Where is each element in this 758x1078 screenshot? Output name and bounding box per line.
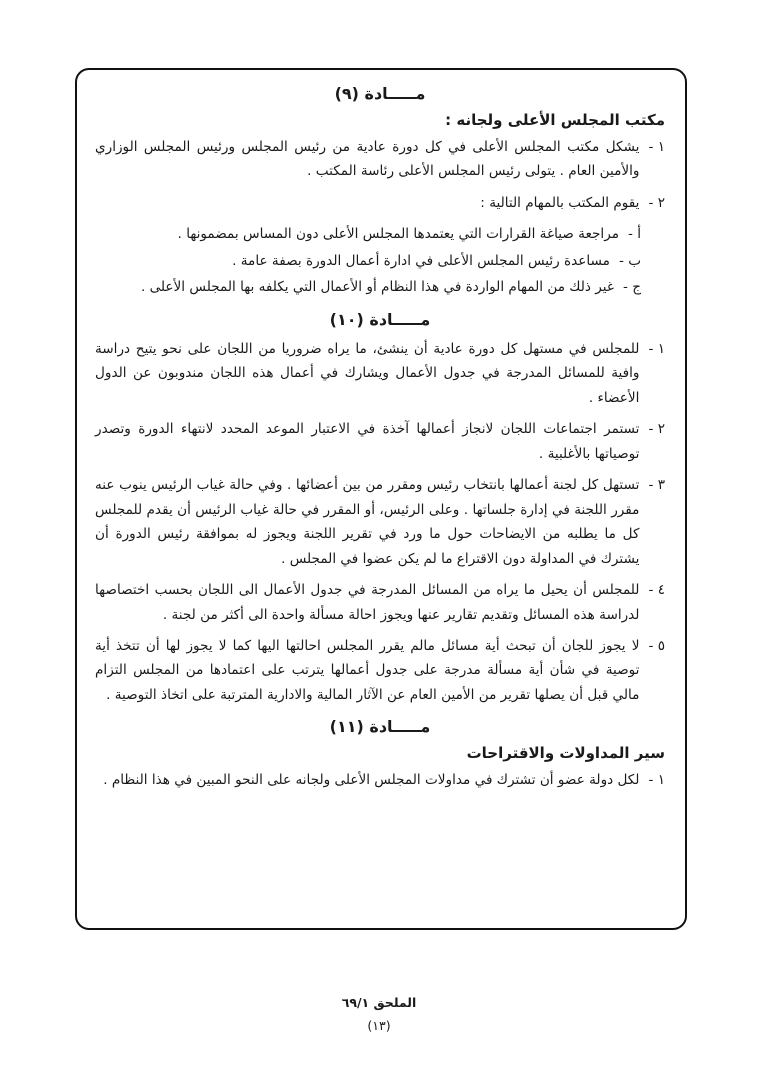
article-10-item-5	[95, 634, 665, 707]
article-9-item-2-sub-a	[95, 222, 665, 246]
article-10-item-3	[95, 473, 665, 571]
subitem-letter: ب -	[618, 252, 641, 269]
item-text: للمجلس أن يحيل ما يراه من المسائل المدرجة في جدول الأعمال الى اللجان بحسب اختصاصها لدراسة هذه المسائل وتقديم تقارير عنها ويجوز احالة مسألة واحدة الى أكثر من لجنة .	[95, 582, 640, 623]
item-number: ٢ -	[648, 194, 665, 211]
article-11-title: مـــــادة (١١)	[329, 717, 431, 737]
item-number: ٣ -	[648, 477, 665, 494]
annex-reference: الملحق ٦٩/١	[341, 995, 417, 1010]
item-number: ١ -	[648, 340, 665, 357]
item-text: للمجلس في مستهل كل دورة عادية أن ينشئ، ما يراه ضروريا من اللجان على نحو يتيح دراسة وافية للمسائل المدرجة في جدول الأعمال ويشارك في أعمال هذه اللجان مندوبون عن الدول الأعضاء .	[95, 340, 640, 406]
item-text: يشكل مكتب المجلس الأعلى في كل دورة عادية من رئيس المجلس ورئيس المجلس الوزاري والأمين العام . يتولى رئيس المجلس الأعلى رئاسة المكتب .	[95, 139, 640, 180]
page-number: (١٣)	[367, 1018, 391, 1033]
item-text: لكل دولة عضو أن تشترك في مداولات المجلس الأعلى ولجانه على النحو المبين في هذا النظام .	[103, 772, 640, 789]
article-9-item-1	[95, 135, 665, 184]
item-number: ١ -	[648, 772, 665, 789]
article-9-item-2-sub-b	[95, 249, 665, 273]
subitem-text: غير ذلك من المهام الواردة في هذا النظام أو الأعمال التي يكلفه بها المجلس الأعلى .	[140, 279, 614, 296]
item-number: ٤ -	[648, 582, 665, 599]
item-text: تستمر اجتماعات اللجان لانجاز أعمالها آخذة في الاعتبار الموعد المحدد لانتهاء الدورة وتصدر توصياتها بالأغلبية .	[95, 421, 640, 462]
article-9-heading: مكتب المجلس الأعلى ولجانه :	[445, 111, 665, 129]
article-10-item-4	[95, 578, 665, 627]
item-text: يقوم المكتب بالمهام التالية :	[480, 194, 640, 211]
subitem-letter: أ -	[627, 226, 641, 243]
item-text: لا يجوز للجان أن تبحث أية مسائل مالم يقرر المجلس احالتها اليها كما لا يجوز لها أن تتخذ أية توصية في شأن أية مسألة مدرجة على جدول أعمالها يترتب على اعتمادها من المجلس التزام مالي قبل أن يصلها تقرير من الأمين العام عن الآثار المالية والادارية المترتبة على اتخاذ التوصية .	[95, 637, 640, 703]
item-number: ٢ -	[648, 421, 665, 438]
page-footer	[0, 995, 758, 1033]
document-border-frame	[75, 68, 687, 930]
article-10-title: مـــــادة (١٠)	[329, 309, 431, 329]
item-number: ١ -	[648, 139, 665, 155]
item-number: ٥ -	[648, 637, 665, 654]
article-10-item-1	[95, 337, 665, 410]
subitem-text: مساعدة رئيس المجلس الأعلى في ادارة أعمال الدورة بصفة عامة .	[232, 252, 610, 269]
article-11-item-1	[95, 768, 665, 792]
item-text: تستهل كل لجنة أعمالها بانتخاب رئيس ومقرر من بين أعضائها . وفي حالة غياب الرئيس ينوب عنه مقرر اللجنة في إدارة جلساتها . وعلى الرئيس، أو المقرر في حالة غياب الرئيس أن يقدم للمجلس كل ما يطلبه من الايضاحات حول ما ورد في تقرير اللجنة ويجوز له بموافقة رئيس الدورة أن يشترك في المداولة دون الاقتراع ما لم يكن عضوا في المجلس .	[95, 477, 640, 567]
article-11-heading: سير المداولات والاقتراحات	[466, 744, 665, 763]
subitem-letter: ج -	[622, 279, 641, 296]
article-9-title: مـــــادة (٩)	[334, 84, 426, 103]
subitem-text: مراجعة صياغة القرارات التي يعتمدها المجلس الأعلى دون المساس بمضمونها .	[177, 226, 619, 243]
article-10-item-2	[95, 417, 665, 466]
article-9-item-2	[95, 191, 665, 215]
article-9-item-2-sub-c	[95, 275, 665, 299]
